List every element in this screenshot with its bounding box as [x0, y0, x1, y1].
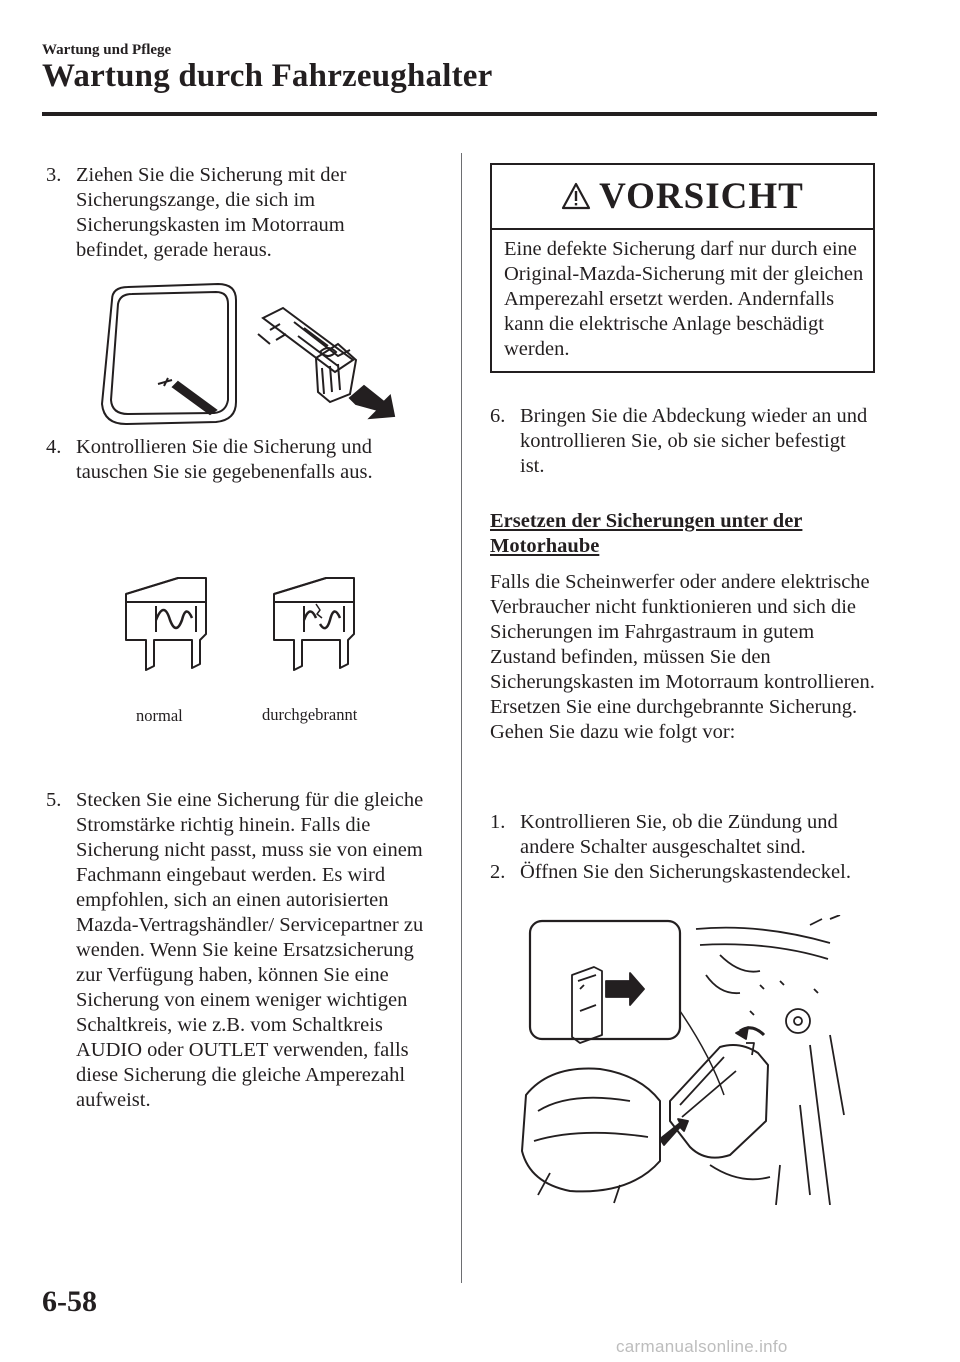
section-label: Wartung und Pflege — [42, 42, 172, 58]
step-4 — [46, 435, 426, 485]
caption-normal: normal — [136, 706, 183, 725]
caution-divider — [492, 228, 873, 230]
step-5-number: 5. — [46, 789, 62, 811]
step-2 — [490, 860, 875, 885]
step-6-number: 6. — [490, 405, 506, 427]
page-number: 6-58 — [42, 1285, 97, 1318]
caption-blown: durchgebrannt — [262, 705, 358, 724]
step-5 — [46, 788, 438, 1113]
step-1-number: 1. — [490, 811, 506, 833]
fuse-normal-illustration — [120, 574, 360, 674]
caution-heading-text: VORSICHT — [599, 176, 804, 217]
caution-heading — [492, 175, 873, 218]
intro-paragraph: Falls die Scheinwerfer oder andere elektrische Verbraucher nicht funktionieren und sich die Sicherungen im Fahrgastraum in gutem Zustand befinden, müssen Sie den Sicherungskasten im Motorraum kontrollieren. Ersetzen Sie eine durchgebrannte Sicherung. Gehen Sie dazu wie folgt vor: — [490, 571, 875, 743]
step-2-number: 2. — [490, 861, 506, 883]
step-6 — [490, 404, 875, 479]
step-2-text: Öffnen Sie den Sicherungskastendeckel. — [520, 861, 851, 883]
chapter-title: Wartung durch Fahrzeughalter — [42, 58, 493, 94]
step-1 — [490, 810, 875, 860]
fuse-puller-illustration — [98, 282, 398, 430]
step-3-text: Ziehen Sie die Sicherung mit der Sicherungszange, die sich im Sicherungskasten im Motorraum befindet, gerade heraus. — [76, 164, 347, 261]
step-4-number: 4. — [46, 436, 62, 458]
caution-text: Eine defekte Sicherung darf nur durch eine Original-Mazda-Sicherung mit der gleichen Amperezahl ersetzt werden. Andernfalls kann die elektrische Anlage beschädigt werden. — [504, 238, 864, 360]
watermark: carmanualsonline.info — [616, 1337, 788, 1356]
step-6-text: Bringen Sie die Abdeckung wieder an und kontrollieren Sie, ob sie sicher befestigt ist. — [520, 405, 868, 477]
step-4-text: Kontrollieren Sie die Sicherung und tauschen Sie sie gegebenenfalls aus. — [76, 436, 373, 483]
column-divider — [461, 153, 462, 1283]
header-rule — [42, 112, 877, 116]
fuse-box-lid-illustration — [510, 915, 850, 1205]
caution-box — [490, 163, 875, 373]
section-subheading: Ersetzen der Sicherungen unter der Motorhaube — [490, 510, 803, 557]
step-1-text: Kontrollieren Sie, ob die Zündung und andere Schalter ausgeschaltet sind. — [520, 811, 838, 858]
step-3-number: 3. — [46, 164, 62, 186]
step-3 — [46, 163, 416, 263]
warning-icon — [561, 182, 591, 210]
step-5-text: Stecken Sie eine Sicherung für die gleiche Stromstärke richtig hinein. Falls die Sicherung nicht passt, muss sie von einem Fachmann eingebaut werden. Es wird empfohlen, sich an einen autorisierten Mazda-Vertragshändler/ Servicepartner zu wenden. Wenn Sie keine Ersatzsicherung zur Verfügung haben, können Sie eine Sicherung von einem weniger wichtigen Schaltkreis, wie z.B. vom Schaltkreis AUDIO oder OUTLET verwenden, falls diese Sicherung die gleiche Amperezahl aufweist. — [76, 789, 424, 1111]
